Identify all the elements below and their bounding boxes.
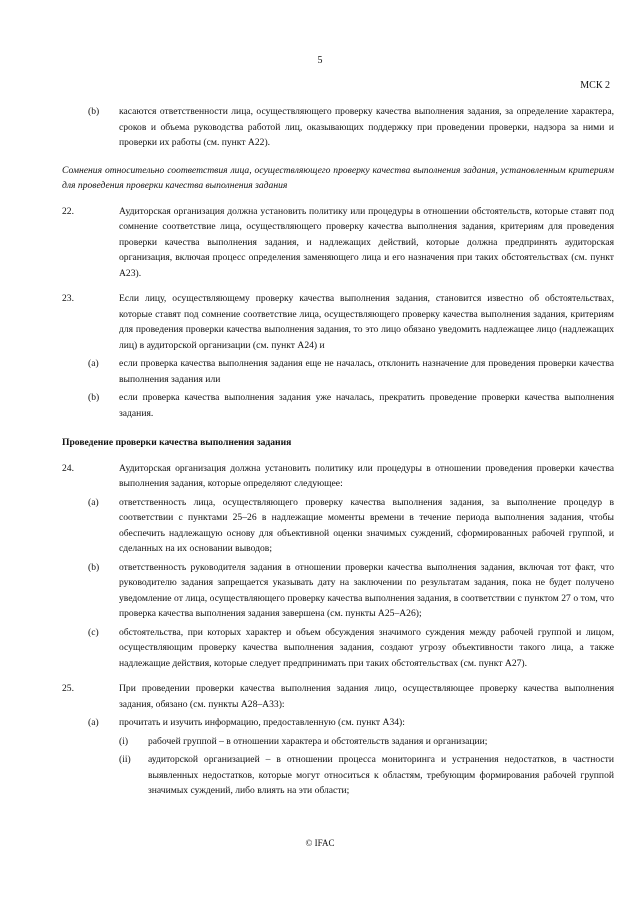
section-subheading: Сомнения относительно соответствия лица, осуществляющего проверку качества выполнения задания, установленным критериям для проведения проверки качества выполнения задания bbox=[62, 164, 614, 191]
item-text: касаются ответственности лица, осуществляющего проверку качества выполнения задания, за определение характера, сроков и объема руководства работой лиц, оказывающих поддержку при проведении проверки, надзора за ними и проверки их работы (см. пункт А22). bbox=[119, 106, 614, 148]
paragraph-24 bbox=[62, 461, 614, 492]
paragraph-text: Если лицу, осуществляющему проверку качества выполнения задания, становится известно об обстоятельствах, которые ставят под сомнение соответствие лица, осуществляющего проверку качества выполнения задания, критериям для проведения проверки качества выполнения задания, то это лицо обязано уведомить надлежащее лицо (надлежащих лиц) в аудиторской организации (см. пункт А24) и bbox=[119, 293, 614, 351]
item-text: если проверка качества выполнения задания уже началась, прекратить проведение проверки качества выполнения задания. bbox=[119, 392, 614, 419]
paragraph-text: Аудиторская организация должна установить политику или процедуры в отношении обстоятельств, которые ставят под сомнение соответствие лица, осуществляющего проверку качества выполнения задания, критериям для проведения проверки качества выполнения задания, и надлежащих действий, которые должна предпринять аудиторская организация, включая процесс определения заменяющего лица и его назначения при таких обстоятельствах (см. пункт А23). bbox=[119, 205, 614, 279]
document-code: МСК 2 bbox=[580, 80, 610, 91]
paragraph-text: При проведении проверки качества выполнения задания лицо, осуществляющее проверку качества выполнения задания, обязано (см. пункты А28–А33): bbox=[119, 683, 614, 710]
paragraph-number: 22. bbox=[62, 205, 74, 217]
list-item bbox=[62, 104, 614, 151]
item-label: (i) bbox=[119, 735, 129, 747]
item-label: (ii) bbox=[119, 754, 131, 765]
paragraph-number: 23. bbox=[62, 293, 74, 304]
copyright-footer: © IFAC bbox=[305, 838, 335, 848]
item-label: (b) bbox=[88, 561, 100, 573]
paragraph-23 bbox=[62, 291, 614, 353]
item-text: обстоятельства, при которых характер и объем обсуждения значимого суждения между рабочей группой и лицом, осуществляющим проверку качества выполнения задания, создают угрозу объективности такого лица, а также надлежащие действия, которые следует предпринимать при таких обстоятельствах (см. пункт А27). bbox=[119, 626, 614, 669]
list-item bbox=[62, 390, 614, 421]
list-item bbox=[62, 625, 614, 672]
list-item bbox=[62, 560, 614, 622]
item-label: (b) bbox=[88, 106, 100, 117]
paragraph-22 bbox=[62, 204, 614, 282]
item-label: (c) bbox=[88, 626, 99, 638]
paragraph-text: Аудиторская организация должна установить политику или процедуры в отношении проведения проверки качества выполнения задания, которые определяют следующее: bbox=[119, 462, 614, 489]
paragraph-25 bbox=[62, 681, 614, 712]
sub-list-item bbox=[62, 734, 614, 750]
page-number: 5 bbox=[317, 55, 323, 66]
list-item bbox=[62, 356, 614, 387]
item-text: ответственность лица, осуществляющего проверку качества выполнения задания, за выполнение процедур в соответствии с пунктами 25–26 в надлежащие моменты времени в течение периода выполнения задания, чтобы обеспечить надлежащую основу для объективной оценки значимых суждений, сформированных рабочей группой, и сделанных на их основании выводов; bbox=[119, 496, 614, 554]
document-body bbox=[62, 104, 614, 799]
sub-list-item bbox=[62, 752, 614, 799]
list-item bbox=[62, 715, 614, 731]
paragraph-number: 25. bbox=[62, 683, 74, 694]
list-item bbox=[62, 495, 614, 557]
section-heading: Проведение проверки качества выполнения задания bbox=[62, 437, 292, 448]
paragraph-number: 24. bbox=[62, 462, 74, 474]
item-text: прочитать и изучить информацию, предоставленную (см. пункт А34): bbox=[119, 717, 405, 728]
item-text: аудиторской организацией – в отношении процесса мониторинга и устранения недостатков, в частности выявленных недостатков, которые могут относиться к областям, требующим формирования рабочей группой значимых суждений, либо влиять на эти области; bbox=[148, 754, 614, 796]
item-label: (a) bbox=[88, 358, 99, 369]
item-text: ответственность руководителя задания в отношении проверки качества выполнения задания, включая тот факт, что руководителю задания запрещается указывать дату на заключении по результатам задания, пока не будет получено уведомление от лица, осуществляющего проверку качества выполнения задания, в соответствии с пунктом 27 о том, что проверка качества выполнения задания завершена (см. пункты А25–А26); bbox=[119, 561, 614, 619]
item-label: (a) bbox=[88, 717, 99, 728]
item-label: (b) bbox=[88, 392, 100, 403]
item-label: (a) bbox=[88, 496, 99, 508]
item-text: если проверка качества выполнения задания еще не началась, отклонить назначение для проведения проверки качества выполнения задания или bbox=[119, 358, 614, 385]
item-text: рабочей группой – в отношении характера и обстоятельств задания и организации; bbox=[148, 735, 488, 747]
